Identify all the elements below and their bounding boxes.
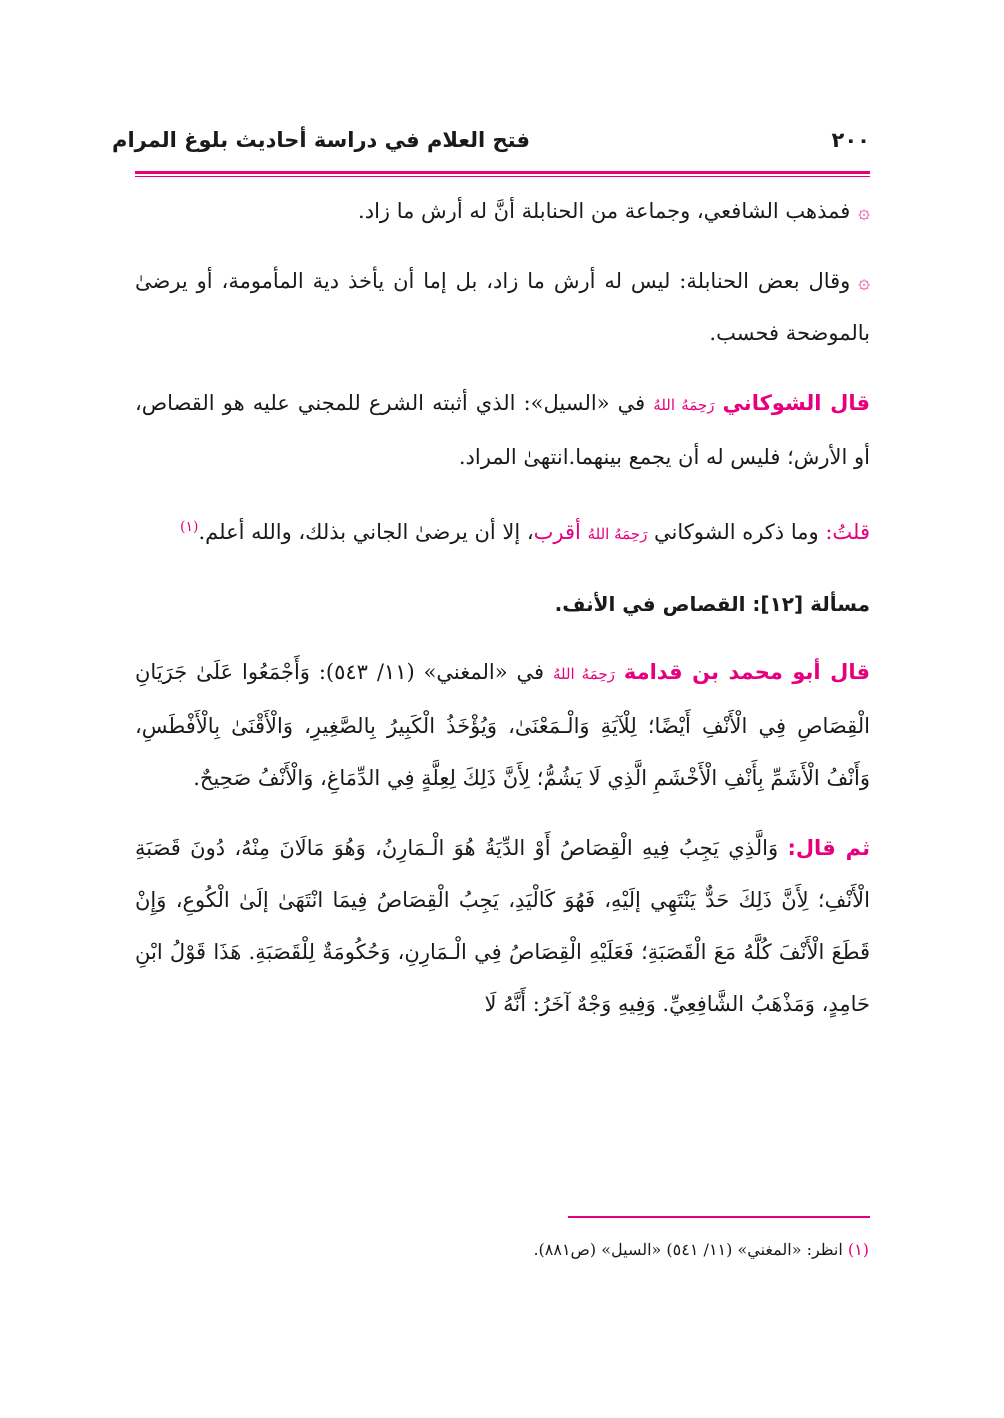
shawkani-paragraph (135, 377, 870, 483)
bullet-paragraph-2 (135, 255, 870, 359)
main-text (135, 185, 870, 1048)
flower-bullet-icon: ۞ (858, 269, 870, 293)
qudama-paragraph (135, 646, 870, 804)
page-header (112, 128, 870, 168)
footnote-separator (568, 1216, 870, 1218)
bullet-text-1: فمذهب الشافعي، وجماعة من الحنابلة أنَّ له أرش ما زاد. (358, 199, 851, 223)
shawkani-text: في «السيل»: الذي أثبته الشرع للمجني عليه هو القصاص، أو الأرش؛ فليس له أن يجمع بينهما.انتهىٰ المراد. (135, 391, 870, 469)
flower-bullet-icon: ۞ (858, 199, 870, 223)
bullet-text-2: وقال بعض الحنابلة: ليس له أرش ما زاد، بل إما أن يأخذ دية المأمومة، أو يرضىٰ بالموضحة فحسب. (135, 269, 870, 345)
speaker-then-said: ثم قال: (787, 836, 870, 860)
footnote-reference[interactable]: (١) (180, 519, 199, 535)
honorific-mark: رَحِمَهُ اللهُ (552, 665, 615, 683)
opinion-paragraph (135, 501, 870, 560)
page-number: ٢٠٠ (831, 128, 870, 152)
speaker-ibn-qudama: قال أبو محمد بن قدامة (623, 660, 870, 684)
honorific-mark: رَحِمَهُ اللهُ (653, 396, 715, 414)
honorific-mark: رَحِمَهُ اللهُ (587, 525, 648, 543)
qudama-text: في «المغني» (١١/ ٥٤٣): وَأَجْمَعُوا عَلَىٰ جَرَيَانِ الْقِصَاصِ فِي الْأَنْفِ أَيْضًا؛ لِلْآيَةِ وَالْـمَعْنَىٰ، وَيُؤْخَذُ الْكَبِيرُ بِالصَّغِيرِ، وَالْأَقْنَىٰ بِالْأَفْطَسِ، وَأَنْفُ الْأَشَمِّ بِأَنْفِ الْأَخْشَمِ الَّذِي لَا يَشُمُّ؛ لِأَنَّ ذَلِكَ لِعِلَّةٍ فِي الدِّمَاغِ، وَالْأَنْفُ صَحِيحٌ. (135, 660, 870, 790)
footnote (533, 1240, 869, 1259)
footnote-number: (١) (847, 1240, 869, 1259)
opinion-label: قلتُ: (825, 520, 870, 544)
then-said-text: وَالَّذِي يَجِبُ فِيهِ الْقِصَاصُ أَوْ الدِّيَةُ هُوَ الْـمَارِنُ، وَهُوَ مَالَانَ مِنْهُ، دُونَ قَصَبَةِ الْأَنْفِ؛ لِأَنَّ ذَلِكَ حَدٌّ يَنْتَهِي إلَيْهِ، فَهُوَ كَالْيَدِ، يَجِبُ الْقِصَاصُ فِيمَا انْتَهَىٰ إلَىٰ الْكُوعِ، وَإِنْ قَطَعَ الْأَنْفَ كُلَّهُ مَعَ الْقَصَبَةِ؛ فَعَلَيْهِ الْقِصَاصُ فِي الْـمَارِنِ، وَحُكُومَةٌ لِلْقَصَبَةِ. هَذَا قَوْلُ ابْنِ حَامِدٍ، وَمَذْهَبُ الشَّافِعِيِّ. وَفِيهِ وَجْهٌ آخَرُ: أَنَّهُ لَا (135, 836, 870, 1016)
bullet-paragraph-1 (135, 185, 870, 237)
header-rule-thin (135, 176, 870, 177)
opinion-text-1: وما ذكره الشوكاني (647, 520, 826, 544)
opinion-text-2: ، إلا أن يرضىٰ الجاني بذلك، والله أعلم. (198, 520, 534, 544)
book-title: فتح العلام في دراسة أحاديث بلوغ المرام (112, 128, 530, 152)
opinion-emphasis: أقرب (533, 520, 588, 544)
issue-heading: مسألة [١٢]: القصاص في الأنف. (554, 592, 870, 616)
header-rule-thick (135, 171, 870, 174)
speaker-shawkani: قال الشوكاني (722, 391, 870, 415)
footnote-text: انظر: «المغني» (١١/ ٥٤١) «السيل» (ص٨٨١). (533, 1240, 848, 1259)
then-said-paragraph (135, 822, 870, 1030)
